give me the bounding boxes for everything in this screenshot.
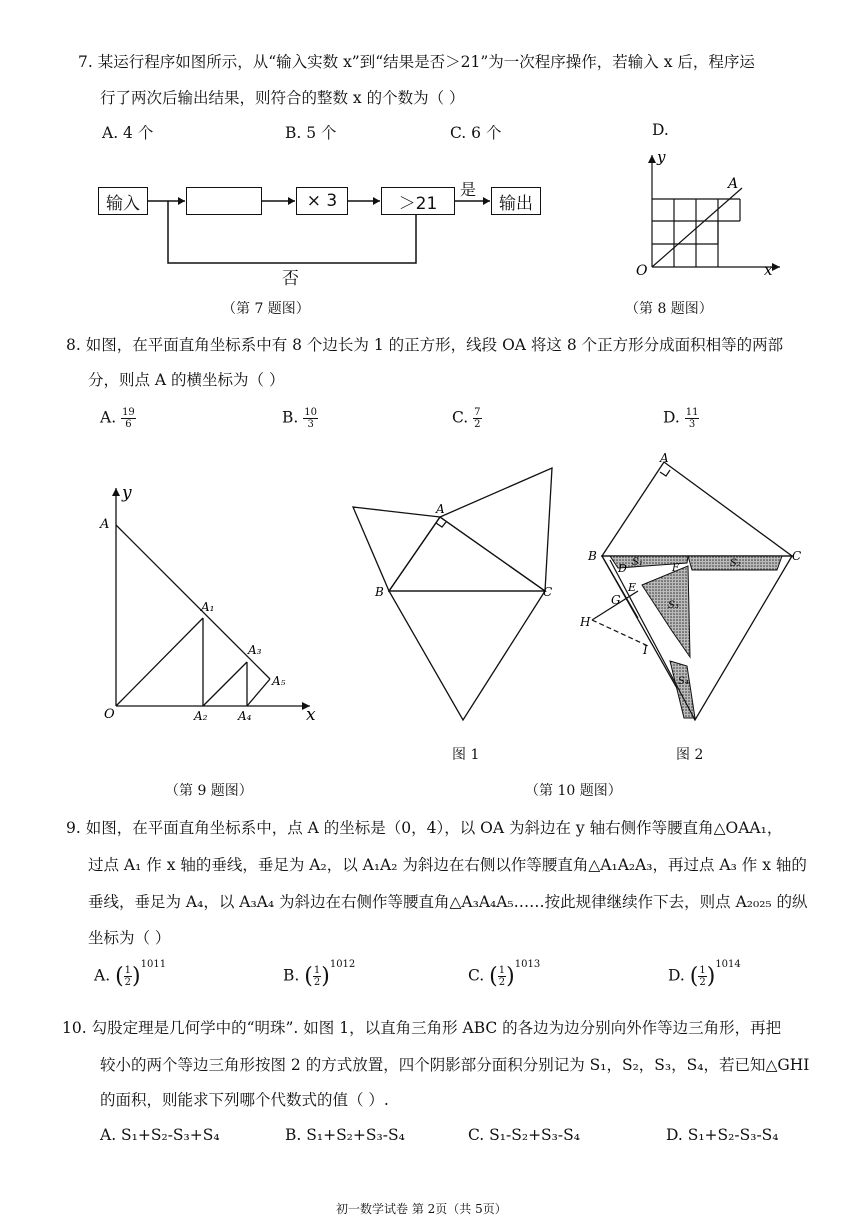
q9-option-d: D. ( $\frac{1}{2}$ )$^{1014}$ (668, 959, 741, 989)
q10-option-d: D. S₁+S₂-S₃-S₄ (666, 1126, 779, 1144)
q10-option-c: C. S₁-S₂+S₃-S₄ (468, 1126, 580, 1144)
q7-output-box: 输出 (491, 187, 541, 215)
q10-fig2-point-h-label: H (580, 615, 591, 629)
q9-point-a5-label: A₅ (272, 674, 286, 688)
q9-option-b-den: 2 (313, 977, 321, 988)
q10-fig1-point-b-label: B (375, 585, 384, 599)
q8-option-b-label: B. (282, 408, 299, 427)
q10-fig2-point-b-label: B (588, 549, 597, 563)
q7-yes-label: 是 (460, 180, 477, 199)
q8-option-d-num: 11 (685, 407, 699, 418)
q8-option-d (663, 407, 699, 430)
q8-text-line1: 8. 如图，在平面直角坐标系中有 8 个边长为 1 的正方形，线段 OA 将这 8 个正方形分成面积相等的两部 (66, 336, 784, 354)
q8-y-axis-label: y (657, 148, 666, 166)
q9-caption: （第 9 题图） (165, 783, 253, 799)
q10-fig1-point-a-label: A (436, 502, 445, 516)
q9-x-axis-label: x (306, 705, 316, 725)
q10-option-a: A. S₁+S₂-S₃+S₄ (100, 1126, 220, 1144)
q9-origin-label: O (104, 707, 115, 722)
q9-y-axis-label: y (122, 483, 132, 503)
q7-option-c: C. 6 个 (450, 124, 502, 142)
q9-option-d-den: 2 (699, 977, 706, 988)
q9-option-a-exponent: 1011 (140, 959, 167, 970)
q10-fig2-s4-label: S₄ (678, 676, 689, 687)
q10-fig2-s2-label: S₂ (730, 558, 741, 569)
q8-origin-label: O (636, 263, 648, 279)
q7-empty-box (186, 187, 262, 215)
q10-figure2 (580, 448, 810, 728)
q7-option-d: D. (652, 121, 669, 139)
q7-option-a: A. 4 个 (102, 124, 154, 142)
q9-text-line1: 9. 如图，在平面直角坐标系中，点 A 的坐标是（0，4），以 OA 为斜边在 y 轴右侧作等腰直角△OAA₁， (66, 819, 783, 837)
q9-figure (92, 480, 332, 725)
q9-text-line3: 垂线，垂足为 A₄，以 A₃A₄ 为斜边在右侧作等腰直角△A₃A₄A₅……按此规律继续作下去，则点 A₂₀₂₅ 的纵 (88, 893, 808, 911)
q9-option-a-den: 2 (124, 977, 132, 988)
q8-option-d-den: 3 (688, 419, 696, 430)
q7-caption: （第 7 题图） (222, 301, 310, 317)
q8-point-a-label: A (728, 176, 739, 192)
q8-option-b-den: 3 (307, 419, 314, 430)
q8-option-d-label: D. (663, 408, 680, 427)
q10-fig2-point-i-label: I (643, 643, 648, 657)
q8-option-b (282, 407, 318, 430)
q10-fig1-point-c-label: C (543, 585, 553, 599)
q8-caption: （第 8 题图） (625, 301, 713, 317)
q10-text-line2: 较小的两个等边三角形按图 2 的方式放置，四个阴影部分面积分别记为 S₁，S₂，S₃，S₄，若已知△GHI (100, 1056, 810, 1074)
q10-fig2-point-c-label: C (792, 549, 802, 563)
q9-point-a3-label: A₃ (248, 643, 262, 657)
q9-option-b-exponent: 1012 (329, 959, 356, 970)
q9-point-a2-label: A₂ (194, 709, 208, 723)
q8-option-c-num: 7 (474, 407, 481, 418)
q7-no-label: 否 (282, 269, 299, 289)
q8-figure (630, 145, 790, 280)
q8-option-a-den: 6 (125, 419, 132, 430)
page-footer: 初一数学试卷 第 2页（共 5页） (336, 1202, 507, 1216)
q10-fig2-s3-label: S₃ (668, 600, 679, 611)
q8-option-a (100, 407, 136, 430)
q10-caption: （第 10 题图） (525, 783, 622, 799)
q7-times3-box: × 3 (296, 187, 348, 215)
q9-text-line2: 过点 A₁ 作 x 轴的垂线，垂足为 A₂，以 A₁A₂ 为斜边在右侧以作等腰直角△A₁A₂A₃，再过点 A₃ 作 x 轴的 (88, 856, 807, 874)
q9-option-c: C. ( $\frac{1}{2}$ )$^{1013}$ (468, 959, 541, 989)
q9-option-c-label: C. (468, 966, 485, 985)
q9-option-b: B. ( $\frac{1}{2}$ )$^{1012}$ (283, 959, 356, 989)
q9-option-d-exponent: 1014 (715, 959, 741, 970)
q9-text-line4: 坐标为（ ） (88, 929, 171, 947)
q8-x-axis-label: x (764, 261, 773, 279)
q10-fig2-point-a-label: A (660, 451, 669, 465)
q10-fig2-point-d-label: D (618, 562, 627, 575)
q7-option-b: B. 5 个 (285, 124, 337, 142)
q8-option-c-label: C. (452, 408, 469, 427)
q7-text-line1: 7. 某运行程序如图所示，从“输入实数 x”到“结果是否＞21”为一次程序操作，若输入 x 后，程序运 (78, 53, 755, 71)
q9-point-a-label: A (100, 517, 110, 532)
q9-option-a-num: 1 (124, 965, 132, 976)
q8-text-line2: 分，则点 A 的横坐标为（ ） (88, 371, 285, 389)
q10-fig2-point-e-label: E (628, 581, 637, 594)
q9-option-a: A. ( $\frac{1}{2}$ )$^{1011}$ (94, 959, 167, 989)
q10-fig1-label: 图 1 (452, 747, 480, 763)
q9-option-b-label: B. (283, 966, 300, 985)
q9-option-b-num: 1 (313, 965, 321, 976)
q10-fig2-label: 图 2 (676, 747, 704, 763)
q10-text-line1: 10. 勾股定理是几何学中的“明珠”. 如图 1，以直角三角形 ABC 的各边为边分别向外作等边三角形，再把 (62, 1019, 782, 1037)
q9-option-a-label: A. (94, 966, 111, 985)
q9-option-c-den: 2 (498, 977, 506, 988)
q10-figure1 (345, 460, 565, 735)
q9-option-d-label: D. (668, 966, 685, 985)
q8-option-c-den: 2 (474, 419, 481, 430)
q10-text-line3: 的面积，则能求下列哪个代数式的值（ ）. (100, 1091, 389, 1109)
q10-option-b: B. S₁+S₂+S₃-S₄ (285, 1126, 405, 1144)
q7-compare-box: ＞21 (381, 187, 455, 215)
q10-fig2-point-f-label: F (672, 563, 679, 574)
q10-fig2-point-g-label: G (611, 593, 621, 607)
q9-option-c-num: 1 (498, 965, 506, 976)
q8-option-b-num: 10 (304, 407, 317, 418)
q9-point-a1-label: A₁ (201, 600, 215, 614)
q8-option-a-label: A. (100, 408, 117, 427)
q9-point-a4-label: A₄ (238, 709, 252, 723)
q7-text-line2: 行了两次后输出结果，则符合的整数 x 的个数为（ ） (100, 89, 465, 107)
q8-option-a-num: 19 (122, 407, 135, 418)
q7-input-box: 输入 (98, 187, 148, 215)
q10-fig2-s1-label: S₁ (632, 557, 643, 568)
q9-option-c-exponent: 1013 (514, 959, 541, 970)
q8-option-c (452, 407, 482, 430)
q9-option-d-num: 1 (699, 965, 706, 976)
